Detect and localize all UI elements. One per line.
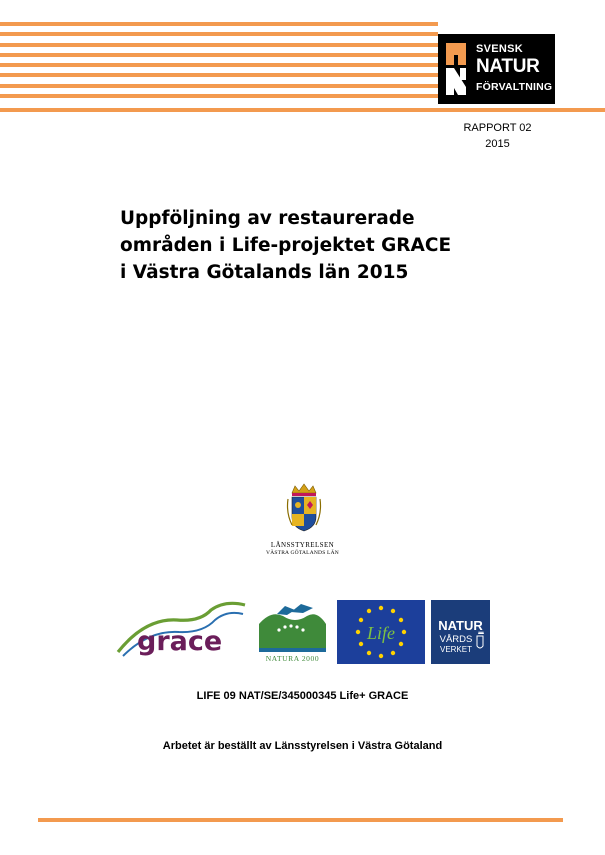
eu-life-logo	[337, 600, 425, 664]
title-line-3: i Västra Götalands län 2015	[120, 262, 409, 283]
document-title	[120, 205, 500, 286]
report-year: 2015	[485, 138, 510, 150]
life-logo-text: Life	[366, 623, 396, 643]
header-rule	[0, 108, 605, 112]
natura-logo-text: NATURA 2000	[265, 654, 320, 663]
lansstyrelsen-crest-icon	[286, 483, 322, 535]
header-stripe	[0, 53, 438, 57]
svensk-naturforvaltning-logo	[438, 34, 555, 104]
nv-logo-line-3: VERKET	[439, 645, 473, 654]
header-stripe	[0, 22, 438, 26]
nv-logo-line-2: VÅRDS	[439, 634, 473, 645]
header-stripe	[0, 43, 438, 47]
lansstyrelsen-name: LÄNSSTYRELSEN	[270, 541, 335, 549]
title-line-2: områden i Life-projektet GRACE	[120, 235, 452, 256]
footer-rule	[38, 818, 563, 822]
logo-line-1: SVENSK	[476, 43, 524, 55]
header-stripe	[0, 84, 438, 88]
naturvardsverket-logo	[431, 600, 490, 664]
title-line-1: Uppföljning av restaurerade	[120, 208, 415, 229]
header-stripe	[0, 63, 438, 67]
logo-line-3: FÖRVALTNING	[476, 81, 553, 93]
grace-logo-text: grace	[137, 626, 223, 657]
lansstyrelsen-region: VÄSTRA GÖTALANDS LÄN	[266, 550, 339, 556]
header-stripe	[0, 73, 438, 77]
grace-logo	[115, 600, 250, 662]
sn-logo-mark-icon	[446, 43, 466, 95]
nv-logo-line-1: NATUR	[438, 618, 483, 633]
header-stripe	[0, 94, 438, 98]
life-project-code: LIFE 09 NAT/SE/345000345 Life+ GRACE	[196, 690, 409, 702]
header-stripe	[0, 32, 438, 36]
commission-note: Arbetet är beställt av Länsstyrelsen i Västra Götaland	[162, 740, 443, 752]
logo-line-2: NATUR	[476, 56, 540, 77]
natura-2000-logo	[255, 600, 330, 664]
report-number: RAPPORT 02	[463, 122, 532, 134]
